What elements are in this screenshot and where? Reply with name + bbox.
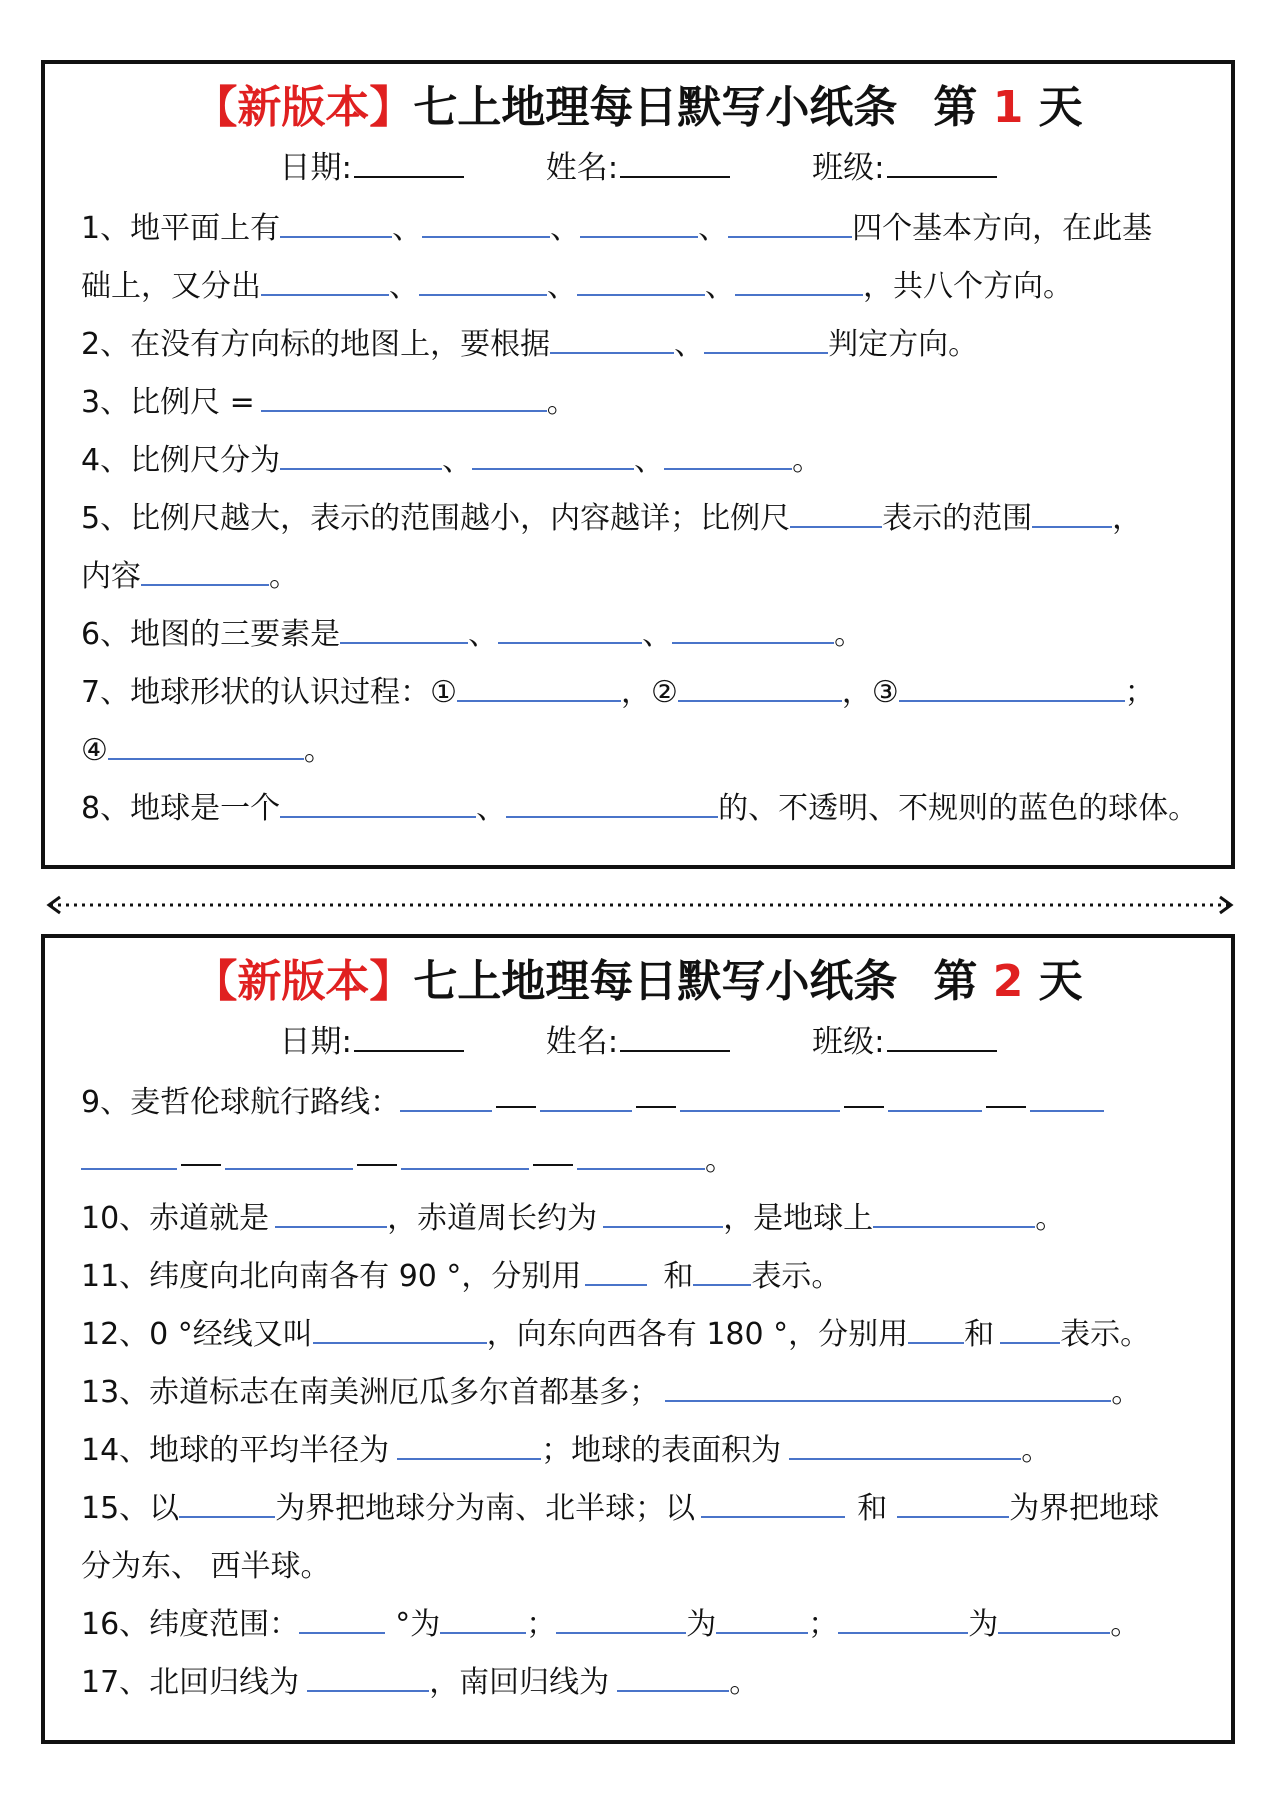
answer-blank[interactable] <box>419 270 547 296</box>
question-1-line-2: 础上，又分出 、 、 、 ，共八个方向。 <box>81 269 1073 304</box>
answer-blank[interactable] <box>716 1608 808 1634</box>
question-17: 17、北回归线为 ，南回归线为 。 <box>81 1665 760 1700</box>
answer-blank[interactable] <box>556 1608 686 1634</box>
answer-blank[interactable] <box>313 1318 487 1344</box>
answer-blank[interactable] <box>678 676 842 702</box>
question-5-line-2: 内容 。 <box>81 559 299 594</box>
answer-blank[interactable] <box>1000 1318 1060 1344</box>
answer-blank[interactable] <box>603 1202 723 1228</box>
answer-blank[interactable] <box>280 212 392 238</box>
date-blank[interactable] <box>354 1022 464 1052</box>
title-day-number: 2 <box>992 956 1024 1007</box>
answer-blank[interactable] <box>440 1608 526 1634</box>
question-8: 8、地球是一个 、 的、不透明、不规则的蓝色的球体。 <box>81 791 1199 826</box>
title-day-number: 1 <box>992 82 1024 133</box>
answer-blank[interactable] <box>580 212 698 238</box>
answer-blank[interactable] <box>108 734 304 760</box>
question-10: 10、赤道就是 ，赤道周长约为 ，是地球上 。 <box>81 1201 1066 1236</box>
date-label: 日期: <box>279 150 352 186</box>
date-label: 日期: <box>279 1024 352 1060</box>
student-info-row <box>45 146 1231 190</box>
question-7-line-1: 7、地球形状的认识过程：① ，② ，③ ； <box>81 675 1155 710</box>
route-dash <box>636 1086 676 1108</box>
answer-blank[interactable] <box>401 1144 529 1170</box>
title-day-prefix: 第 <box>933 82 978 133</box>
cut-line-divider <box>44 894 1236 916</box>
answer-blank[interactable] <box>704 328 828 354</box>
answer-blank[interactable] <box>728 212 852 238</box>
route-dash <box>181 1144 221 1166</box>
title-main: 七上地理每日默写小纸条 <box>413 956 898 1007</box>
class-blank[interactable] <box>887 148 997 178</box>
student-info-row <box>45 1020 1231 1064</box>
question-9-line-2: 。 <box>81 1132 1211 1190</box>
class-label: 班级: <box>812 1024 885 1060</box>
route-dash <box>357 1144 397 1166</box>
answer-blank[interactable] <box>735 270 863 296</box>
question-16: 16、纬度范围： °为 ； 为 ； 为 。 <box>81 1607 1141 1642</box>
answer-blank[interactable] <box>701 1492 845 1518</box>
title-bracket: 【新版本】 <box>193 956 414 1007</box>
dictation-card-day-2 <box>41 934 1235 1744</box>
route-dash <box>986 1086 1026 1108</box>
answer-blank[interactable] <box>680 1086 840 1112</box>
class-label: 班级: <box>812 150 885 186</box>
answer-blank[interactable] <box>899 676 1125 702</box>
title-main: 七上地理每日默写小纸条 <box>413 82 898 133</box>
route-dash <box>533 1144 573 1166</box>
name-label: 姓名: <box>545 1024 619 1060</box>
name-blank[interactable] <box>620 1022 730 1052</box>
name-blank[interactable] <box>620 148 730 178</box>
question-5-line-1: 5、比例尺越大，表示的范围越小，内容越详；比例尺 表示的范围 ， <box>81 501 1143 536</box>
answer-blank[interactable] <box>506 792 718 818</box>
question-4: 4、比例尺分为 、 、 。 <box>81 443 823 478</box>
answer-blank[interactable] <box>299 1608 385 1634</box>
answer-blank[interactable] <box>665 1376 1111 1402</box>
sheet-title <box>45 952 1231 1012</box>
question-1-line-1: 1、地平面上有 、 、 、 四个基本方向，在此基 <box>81 211 1153 246</box>
answer-blank[interactable] <box>693 1260 751 1286</box>
title-day-prefix: 第 <box>933 956 978 1007</box>
answer-blank[interactable] <box>280 444 442 470</box>
answer-blank[interactable] <box>261 270 389 296</box>
question-2: 2、在没有方向标的地图上，要根据 、 判定方向。 <box>81 327 979 362</box>
answer-blank[interactable] <box>225 1144 353 1170</box>
answer-blank[interactable] <box>672 618 834 644</box>
sheet-title <box>45 78 1231 138</box>
answer-blank[interactable] <box>617 1666 729 1692</box>
answer-blank[interactable] <box>550 328 674 354</box>
answer-blank[interactable] <box>577 1144 705 1170</box>
question-11: 11、纬度向北向南各有 90 °，分别用 和 表示。 <box>81 1259 842 1294</box>
answer-blank[interactable] <box>275 1202 387 1228</box>
answer-blank[interactable] <box>400 1086 492 1112</box>
title-bracket: 【新版本】 <box>193 82 414 133</box>
answer-blank[interactable] <box>789 1434 1021 1460</box>
date-blank[interactable] <box>354 148 464 178</box>
answer-blank[interactable] <box>280 792 476 818</box>
answer-blank[interactable] <box>838 1608 968 1634</box>
title-day-suffix: 天 <box>1038 82 1083 133</box>
name-label: 姓名: <box>545 150 619 186</box>
question-3: 3、比例尺 = 。 <box>81 385 577 420</box>
answer-blank[interactable] <box>577 270 705 296</box>
question-15-line-1: 15、以 为界把地球分为南、北半球；以 和 为界把地球 <box>81 1491 1160 1526</box>
dictation-card-day-1 <box>41 60 1235 869</box>
class-blank[interactable] <box>887 1022 997 1052</box>
answer-blank[interactable] <box>1032 502 1112 528</box>
answer-blank[interactable] <box>141 560 269 586</box>
question-list <box>81 200 1211 838</box>
question-15-line-2: 分为东、 西半球。 <box>81 1549 331 1584</box>
answer-blank[interactable] <box>897 1492 1009 1518</box>
answer-blank[interactable] <box>1030 1086 1104 1112</box>
answer-blank[interactable] <box>908 1318 964 1344</box>
title-day-suffix: 天 <box>1038 956 1083 1007</box>
answer-blank[interactable] <box>873 1202 1035 1228</box>
question-7-line-2: ④ 。 <box>81 733 334 768</box>
answer-blank[interactable] <box>457 676 621 702</box>
answer-blank[interactable] <box>998 1608 1110 1634</box>
answer-blank[interactable] <box>307 1666 429 1692</box>
answer-blank[interactable] <box>664 444 792 470</box>
route-dash <box>496 1086 536 1108</box>
question-13: 13、赤道标志在南美洲厄瓜多尔首都基多； 。 <box>81 1375 1142 1410</box>
question-14: 14、地球的平均半径为 ；地球的表面积为 。 <box>81 1433 1052 1468</box>
answer-blank[interactable] <box>540 1086 632 1112</box>
question-list <box>81 1074 1211 1712</box>
answer-blank[interactable] <box>498 618 642 644</box>
question-6: 6、地图的三要素是 、 、 。 <box>81 617 865 652</box>
answer-blank[interactable] <box>472 444 634 470</box>
route-dash <box>844 1086 884 1108</box>
answer-blank[interactable] <box>422 212 550 238</box>
answer-blank[interactable] <box>81 1144 177 1170</box>
answer-blank[interactable] <box>179 1492 275 1518</box>
arrow-right-icon <box>1220 897 1231 913</box>
answer-blank[interactable] <box>261 386 547 412</box>
answer-blank[interactable] <box>397 1434 541 1460</box>
answer-blank[interactable] <box>790 502 882 528</box>
question-9-line-1: 9、麦哲伦球航行路线： <box>81 1074 1211 1132</box>
answer-blank[interactable] <box>340 618 468 644</box>
answer-blank[interactable] <box>585 1260 647 1286</box>
answer-blank[interactable] <box>888 1086 982 1112</box>
question-12: 12、0 °经线又叫 ，向东向西各有 180 °，分别用 和 表示。 <box>81 1317 1151 1352</box>
